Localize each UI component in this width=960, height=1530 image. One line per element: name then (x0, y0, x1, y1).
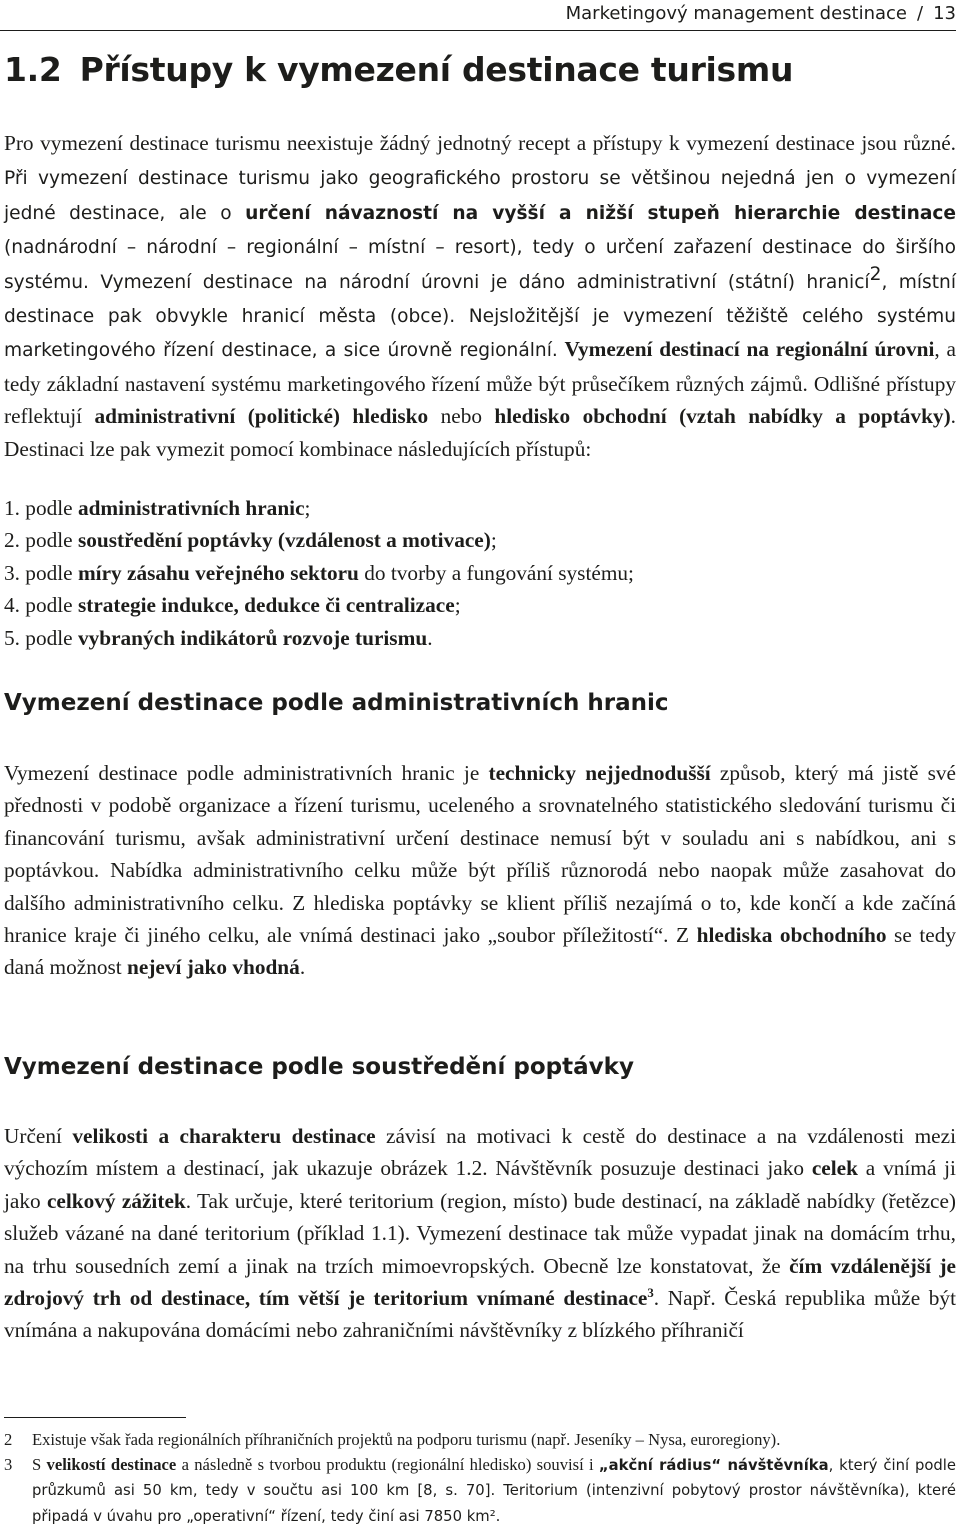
list-item-emphasis: míry zásahu veřejného sektoru (77, 560, 359, 585)
paragraph-text: Určení (4, 1124, 73, 1148)
intro-sentence-11: . Destinaci lze pak vymezit pomocí kombinace následujících přístupů: (4, 404, 956, 461)
list-item (4, 557, 956, 589)
paragraph-text: se tedy daná možnost (4, 923, 956, 980)
section-number: 1.2 (4, 50, 62, 89)
paragraph-emphasis: celek (811, 1156, 858, 1181)
list-item-emphasis: strategie indukce, dedukce či centralizace (77, 593, 455, 618)
list-item-prefix: 2. podle (4, 528, 78, 553)
intro-sentence-1: Pro vymezení destinace turismu neexistuje žádný jednotný recept a přístupy k vymezení destinace jsou různé. (4, 131, 956, 155)
paragraph-text: závisí na motivaci k cestě do destinace a na vzdálenosti mezi výchozím místem a destinací, jak ukazuje obrázek 1.2. Návštěvník posuzuje destinaci jako (4, 1124, 956, 1181)
list-item-suffix: do tvorby a fungování systému; (358, 560, 634, 585)
footnote-number: 2 (4, 1430, 13, 1449)
list-item-suffix: . (427, 625, 433, 650)
footnote-divider (4, 1417, 186, 1418)
demand-paragraph (4, 1120, 956, 1347)
footnotes (4, 1428, 956, 1529)
paragraph-text: způsob, který má jistě své přednosti v podobě organizace a řízení turismu, uceleného a srovnatelného statistického sledování turismu či financování turismu, avšak administrativní určení destinace nemusí být v souladu ani s nabídkou, ani s poptávkou. Nabídka administrativního celku může být příliš různorodá nebo naopak může zasahovat do dalšího administrativního celku. Z hlediska poptávky se klient příliš nezajímá o to, kde končí a kde začíná hranice kraje či jiného celku, ale vnímá destinaci jako „soubor příležitostí“. Z (4, 761, 956, 948)
section-title (4, 48, 793, 92)
section-title-text: Přístupy k vymezení destinace turismu (79, 50, 794, 89)
paragraph-emphasis: velikosti a charakteru destinace (72, 1124, 376, 1148)
subsection-heading-demand: Vymezení destinace podle soustředění poptávky (4, 1054, 634, 1080)
intro-emphasis-administrative: administrativní (politické) hledisko (94, 404, 429, 429)
list-item-prefix: 4. podle (4, 593, 78, 618)
intro-sentence-5: , místní destinace pak obvykle hranicí města (obce). Nejsložitější je vymezení těžiště celého systému marketingového řízení destinace, a sice úrovně regionální. (4, 271, 956, 362)
subsection-heading-administrative: Vymezení destinace podle administrativních hranic (4, 690, 669, 716)
paragraph-text: . (299, 955, 306, 980)
intro-sentence-4: (nadnárodní – národní – regionální – místní – resort), tedy o určení zařazení destinace do širšího systému. Vymezení destinace na národní úrovni je dáno administrativní (státní) hranicí (4, 237, 956, 293)
list-item-suffix: ; (454, 593, 461, 618)
paragraph-text: Vymezení destinace podle administrativních hranic je (4, 761, 489, 785)
intro-paragraph (4, 127, 956, 465)
footnote-2 (4, 1428, 956, 1453)
paragraph-emphasis: čím vzdálenější je zdrojový trh od destinace, tím větší je teritorium vnímané destinace (4, 1253, 956, 1311)
footnote-text: a následně s tvorbou produktu (regionální hledisko) souvisí i (176, 1454, 599, 1474)
paragraph-emphasis: technicky nejjednodušší (488, 761, 711, 785)
paragraph-text: . Tak určuje, které teritorium (region, místo) bude destinací, na základě nabídky (řetězce) služeb vázané na dané teritorium (příklad 1.1). Vymezení destinace tak může vypadat jinak na domácím trhu, na trhu sousedních zemí a jinak na trzích mimoevropských. Obecně lze konstatovat, že (4, 1188, 957, 1278)
administrative-paragraph (4, 757, 956, 984)
list-item-suffix: ; (304, 496, 311, 520)
footnote-3 (4, 1453, 956, 1530)
footnote-text: S (32, 1454, 47, 1474)
intro-sentence-2: Při vymezení destinace turismu jako geografického prostoru se většinou nejedná jen o vymezení jedné destinace, ale o (4, 168, 956, 224)
intro-emphasis-commercial: hledisko obchodní (vztah nabídky a poptávky) (494, 404, 951, 429)
running-header-title: Marketingový management destinace (565, 3, 908, 24)
footnote-ref-2: 2 (869, 263, 882, 285)
list-item-emphasis: vybraných indikátorů rozvoje turismu (77, 625, 428, 650)
running-header-separator: / (917, 3, 924, 24)
footnote-emphasis: velikostí destinace (46, 1454, 177, 1474)
intro-sentence-9: nebo (428, 404, 495, 429)
paragraph-text: . Např. Česká republika může být vnímána a nakupována domácími nebo zahraničními návštěvníky z blízkého příhraničí (4, 1286, 956, 1343)
list-item (4, 589, 956, 621)
list-item-suffix: ; (490, 528, 497, 553)
footnote-number: 3 (4, 1454, 13, 1474)
footnote-ref-3: 3 (647, 1285, 654, 1300)
intro-emphasis-regional: Vymezení destinací na regionální úrovni (564, 337, 935, 362)
approaches-list (4, 492, 956, 654)
paragraph-emphasis: nejeví jako vhodná (127, 955, 300, 980)
list-item-prefix: 5. podle (4, 625, 78, 650)
list-item (4, 622, 956, 654)
intro-sentence-7: , a tedy základní nastavení systému marketingového řízení může být průsečíkem různých zájmů. Odlišné přístupy reflektují (4, 337, 956, 429)
paragraph-text: a vnímá ji jako (4, 1156, 956, 1213)
footnote-text: , který činí podle průzkumů asi 50 km, tedy v součtu asi 100 km [8, s. 70]. Teritorium (intenzivní pobytový prostor návštěvníka), které připadá v úvahu pro „operativní“ řízení, tedy činí asi 7850 km². (32, 1456, 956, 1525)
list-item (4, 524, 956, 556)
paragraph-emphasis: hlediska obchodního (696, 923, 887, 948)
footnote-text: Existuje však řada regionálních příhraničních projektů na podporu turismu (např. Jeseníky – Nysa, euroregiony). (32, 1430, 781, 1449)
intro-emphasis-hierarchy: určení návazností na vyšší a nižší stupeň hierarchie destinace (245, 202, 957, 224)
list-item (4, 492, 956, 524)
page-number: 13 (933, 3, 956, 24)
running-header (0, 0, 956, 31)
list-item-prefix: 3. podle (4, 560, 78, 585)
paragraph-emphasis: celkový zážitek (46, 1188, 186, 1213)
footnote-emphasis: „akční rádius“ návštěvníka (598, 1456, 829, 1474)
list-item-emphasis: administrativních hranic (77, 496, 305, 520)
list-item-emphasis: soustředění poptávky (vzdálenost a motivace) (77, 528, 491, 553)
list-item-prefix: 1. podle (4, 496, 78, 520)
